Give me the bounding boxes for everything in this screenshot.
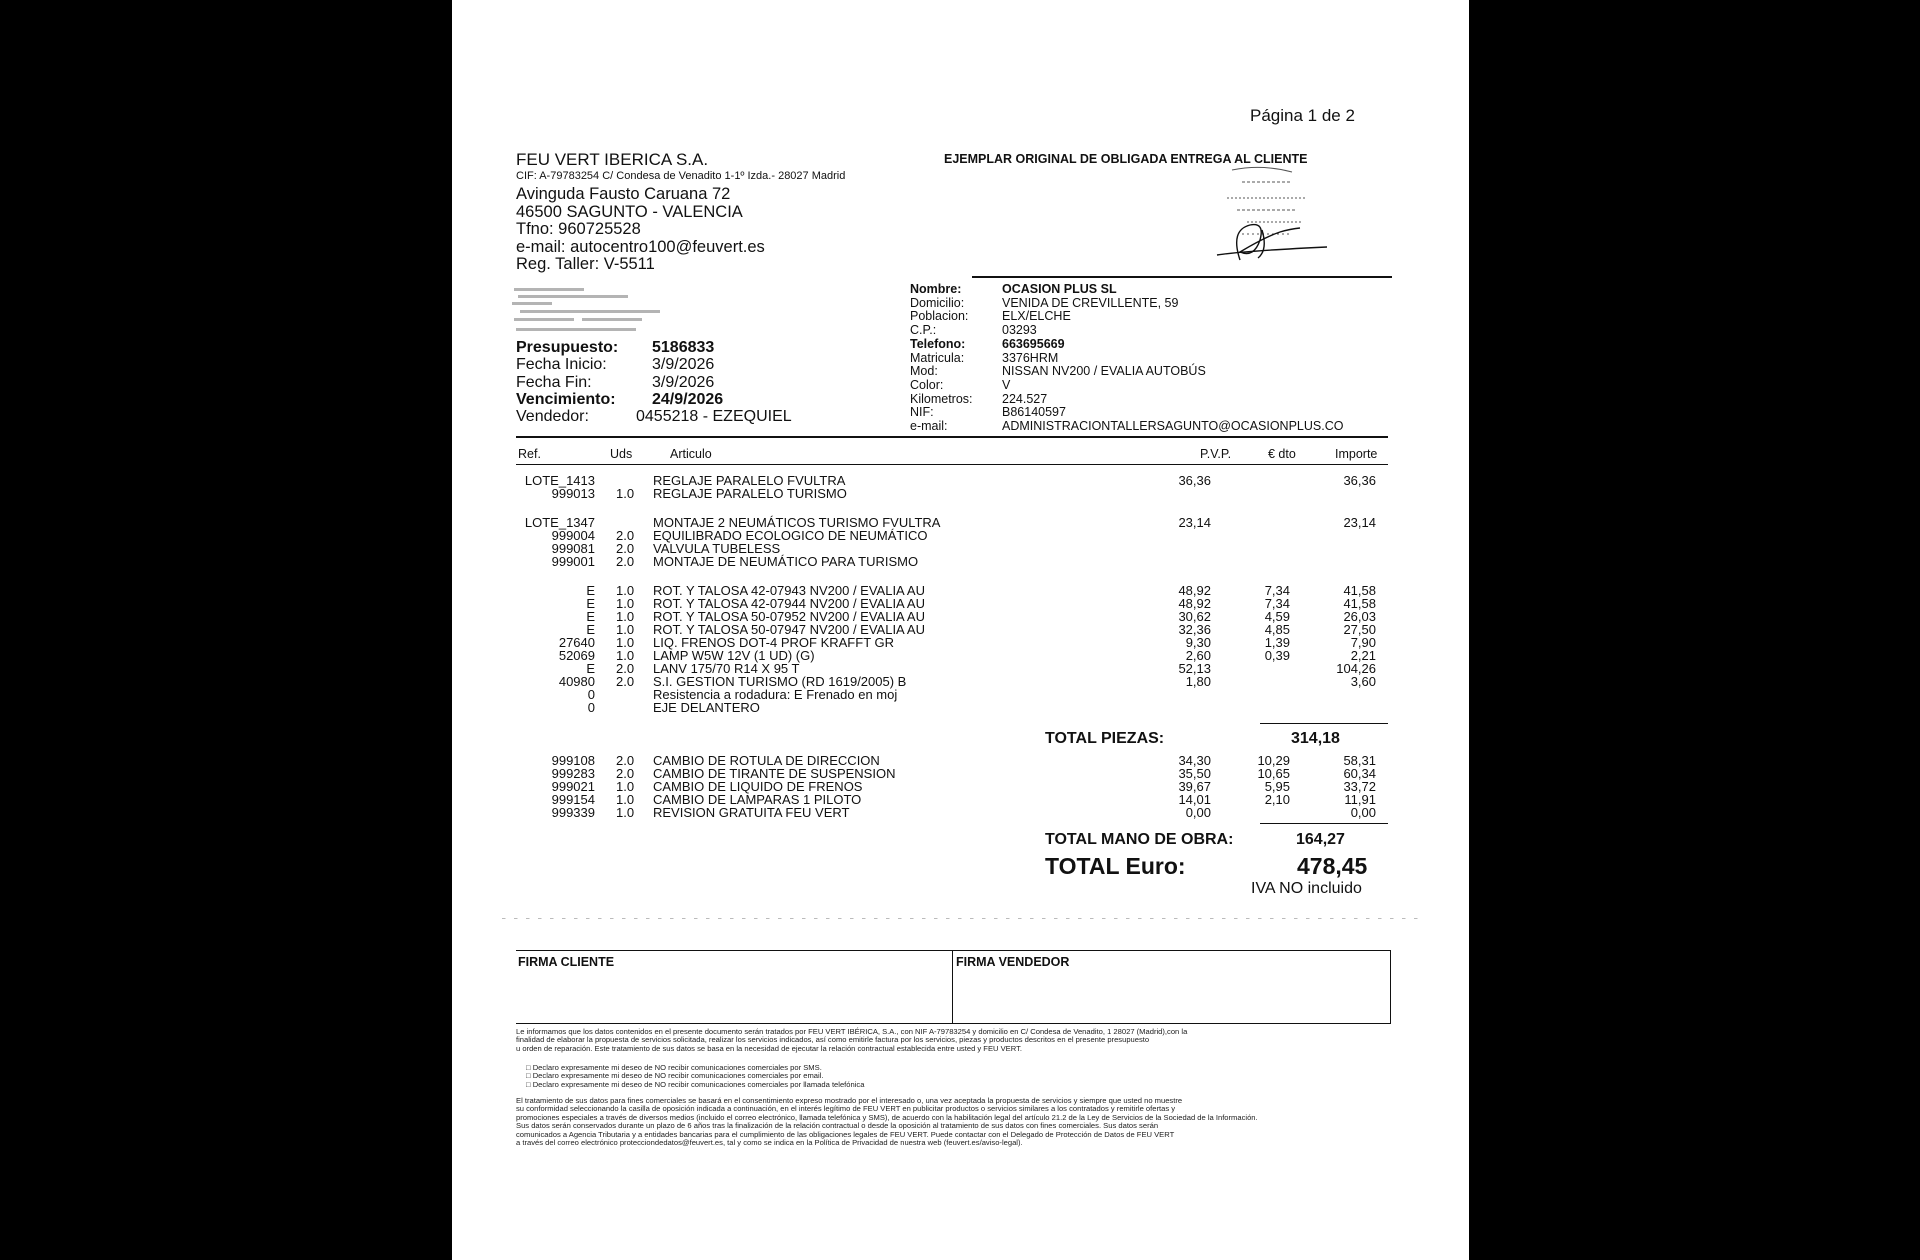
legal-checkbox-sms: □ Declaro expresamente mi deseo de NO recibir comunicaciones comerciales por SMS. [526,1063,822,1072]
cell-pvp: 48,92 [1178,583,1211,598]
labor-row [452,806,1469,819]
cell-uds: 1.0 [616,486,635,501]
value-presupuesto: 5186833 [652,339,715,356]
legal-line: u orden de reparación. Este tratamiento de sus datos se basa en la necesidad de ejecutar la relación contractual establecida entre usted y FEU VERT. [516,1043,1022,1053]
cell-dto: 4,59 [1264,609,1290,624]
cell-importe: 26,03 [1343,609,1376,624]
label-cp: C.P.: [910,323,937,338]
label-mod: Mod: [910,364,938,379]
label-vencimiento: Vencimiento: [516,390,616,408]
cell-uds: 1.0 [616,596,635,611]
part-row [452,649,1469,662]
cell-dto: 10,29 [1257,753,1290,768]
cell-pvp: 35,50 [1178,766,1211,781]
cell-articulo: EJE DELANTERO [653,700,760,715]
part-row [452,487,1469,500]
cell-ref: 999001 [551,554,595,569]
cell-uds: 1.0 [616,792,635,807]
cell-importe: 11,91 [1344,792,1376,807]
cell-uds: 2.0 [616,554,635,569]
cell-articulo: ROT. Y TALOSA 42-07943 NV200 / EVALIA AU [653,583,925,598]
part-row [452,516,1469,529]
value-mod: NISSAN NV200 / EVALIA AUTOBÚS [1002,364,1206,379]
ejemplar-notice: EJEMPLAR ORIGINAL DE OBLIGADA ENTREGA AL CLIENTE [944,152,1308,166]
cell-importe: 36,36 [1343,473,1376,488]
quote-labels [516,339,618,425]
address-line: Tfno: 960725528 [516,220,641,238]
cell-uds: 1.0 [616,609,635,624]
value-fecha-fin: 3/9/2026 [652,373,715,391]
legal-line: El tratamiento de sus datos para fines comerciales se basará en el consentimiento expreso mostrado por el interesado o, una vez aceptada la propuesta de servicios y siempre que usted no muestre [516,1096,1183,1105]
cell-articulo: MONTAJE DE NEUMÁTICO PARA TURISMO [653,554,919,569]
cell-pvp: 14,01 [1178,792,1211,807]
total-mano-value: 164,27 [1296,831,1345,848]
legal-line: Le informamos que los datos contenidos en el presente documento serán tratados por FEU VERT IBÉRICA, S.A., con NIF A-79783254 y domicilio en C/ Condesa de Venadito, 1 28027 (Madrid),con la [516,1027,1188,1036]
label-vendedor: Vendedor: [516,408,589,426]
cell-dto: 5,95 [1264,779,1290,794]
cell-uds: 1.0 [616,648,635,663]
part-row [452,623,1469,636]
th-pvp: P.V.P. [1200,447,1232,461]
cell-dto: 2,10 [1264,792,1290,807]
cell-ref: 999283 [551,766,595,781]
labor-row [452,754,1469,767]
legal-line: finalidad de elaborar la propuesta de servicios solicitada, realizar los servicios indicados, así como emitirle factura por los servicios, piezas y productos descritos en el presente presupuesto [516,1035,1150,1045]
cell-uds: 1.0 [616,583,635,598]
label-poblacion: Poblacion: [910,309,969,324]
part-row [452,662,1469,675]
redacted-area [512,286,662,338]
company-stamp [1212,160,1332,270]
cell-articulo: Resistencia a rodadura: E Frenado en moj [653,687,898,702]
cell-pvp: 34,30 [1178,753,1211,768]
header-divider [972,276,1392,278]
cell-ref: LOTE_1347 [524,515,595,530]
part-row [452,529,1469,542]
cell-importe: 58,31 [1343,753,1376,768]
cell-pvp: 1,80 [1185,674,1211,689]
th-uds: Uds [610,447,633,461]
legal-paragraph-2 [516,1097,1258,1147]
cell-ref: 52069 [558,648,595,663]
cell-uds: 2.0 [616,753,635,768]
cell-ref: 999081 [551,541,595,556]
part-row [452,542,1469,555]
firma-vendedor-label: FIRMA VENDEDOR [956,955,1070,969]
cell-importe: 33,72 [1343,779,1376,794]
cell-articulo: CAMBIO DE TIRANTE DE SUSPENSION [653,766,896,781]
cell-ref: E [586,596,595,611]
cell-importe: 41,58 [1343,596,1376,611]
cell-pvp: 52,13 [1178,661,1211,676]
cell-pvp: 30,62 [1178,609,1211,624]
address-line: 46500 SAGUNTO - VALENCIA [516,202,743,221]
total-euro-label: TOTAL Euro: [1045,853,1186,879]
label-telefono: Telefono: [910,336,966,351]
labor-row [452,780,1469,793]
address-line: Avinguda Fausto Caruana 72 [516,185,731,203]
cell-pvp: 23,14 [1178,515,1211,530]
cell-importe: 0,00 [1350,805,1376,820]
legal-checkboxes [526,1064,864,1089]
cell-dto: 10,65 [1257,766,1290,781]
label-email: e-mail: [910,419,948,434]
cell-articulo: VALVULA TUBELESS [653,541,781,556]
legal-paragraph-1 [516,1028,1187,1053]
cell-importe: 27,50 [1343,622,1376,637]
cell-dto: 7,34 [1264,583,1290,598]
cell-importe: 3,60 [1350,674,1376,689]
cell-ref: E [586,609,595,624]
cell-ref: 40980 [558,674,595,689]
page-number: Página 1 de 2 [1250,106,1355,125]
cell-articulo: LAMP W5W 12V (1 UD) (G) [653,648,815,663]
label-fecha-inicio: Fecha Inicio: [516,356,607,374]
cell-ref: E [586,622,595,637]
value-poblacion: ELX/ELCHE [1002,309,1071,324]
cell-pvp: 2,60 [1185,648,1211,663]
cell-pvp: 39,67 [1178,779,1211,794]
customer-values [1002,283,1343,434]
value-telefono: 663695669 [1002,336,1065,351]
total-euro-value: 478,45 [1297,853,1368,879]
cell-uds: 1.0 [616,805,635,820]
labor-row [452,767,1469,780]
cell-ref: 27640 [558,635,595,650]
cell-importe: 104,26 [1336,661,1376,676]
label-nombre: Nombre: [910,282,962,296]
cell-ref: E [586,583,595,598]
value-cp: 03293 [1002,323,1037,338]
th-articulo: Articulo [670,447,712,461]
part-row [452,688,1469,701]
cell-pvp: 36,36 [1178,473,1211,488]
cell-ref: 999013 [551,486,595,501]
part-row [452,584,1469,597]
part-row [452,610,1469,623]
cell-ref: 0 [587,700,595,715]
company-name: FEU VERT IBERICA S.A. [516,150,709,169]
cell-articulo: ROT. Y TALOSA 50-07947 NV200 / EVALIA AU [653,622,925,637]
part-row [452,675,1469,688]
cell-pvp: 0,00 [1185,805,1211,820]
cell-uds: 2.0 [616,766,635,781]
signature-box [516,950,1391,1024]
cell-dto: 1,39 [1264,635,1290,650]
cell-dto: 0,39 [1264,648,1290,663]
cell-articulo: LANV 175/70 R14 X 95 T [653,661,800,676]
legal-line: promociones especiales a través de diversos medios (incluido el correo electrónico, llamada telefónica y SMS), de acuerdo con la habilitación legal del artículo 21.2 de la Ley de Servicios de la Sociedad de la Información. [516,1112,1258,1122]
value-vendedor: 0455218 - EZEQUIEL [636,408,792,425]
cell-importe: 60,34 [1343,766,1376,781]
cell-ref: 999339 [551,805,595,820]
cell-dto: 4,85 [1264,622,1290,637]
dotted-separator [502,918,1422,920]
cell-pvp: 9,30 [1185,635,1211,650]
quote-values [652,339,723,408]
iva-note: IVA NO incluido [1251,880,1362,897]
cell-pvp: 48,92 [1178,596,1211,611]
label-kilometros: Kilometros: [910,391,973,406]
cell-uds: 1.0 [616,779,635,794]
value-vencimiento: 24/9/2026 [652,390,724,408]
address-line: e-mail: autocentro100@feuvert.es [516,237,765,256]
cell-articulo: MONTAJE 2 NEUMÁTICOS TURISMO FVULTRA [653,515,941,530]
value-kilometros: 224.527 [1002,391,1048,406]
table-top-divider [516,436,1388,438]
customer-labels [910,283,973,434]
cell-importe: 7,90 [1350,635,1376,650]
th-importe: Importe [1335,447,1378,461]
signature-divider [952,950,953,1024]
cell-ref: E [586,661,595,676]
cell-articulo: LIQ. FRENOS DOT-4 PROF KRAFFT GR [653,635,895,650]
cell-ref: 0 [587,687,595,702]
cell-uds: 2.0 [616,528,635,543]
th-dto: € dto [1268,447,1296,461]
value-color: V [1002,377,1011,392]
total-piezas-value: 314,18 [1291,730,1340,747]
part-row [452,701,1469,714]
part-row [452,555,1469,568]
mano-divider [1260,823,1388,824]
cell-ref: 999154 [551,792,595,807]
cell-uds: 1.0 [616,635,635,650]
document-page [452,0,1469,1260]
cell-importe: 2,21 [1350,648,1376,663]
value-nombre: OCASION PLUS SL [1002,282,1117,296]
cell-dto: 7,34 [1264,596,1290,611]
cell-pvp: 32,36 [1178,622,1211,637]
firma-cliente-label: FIRMA CLIENTE [518,955,615,969]
labor-row [452,793,1469,806]
value-fecha-inicio: 3/9/2026 [652,356,715,374]
value-email: ADMINISTRACIONTALLERSAGUNTO@OCASIONPLUS.CO [1002,419,1344,434]
address-line: Reg. Taller: V-5511 [516,255,655,273]
value-matricula: 3376HRM [1002,350,1059,365]
value-domicilio: VENIDA DE CREVILLENTE, 59 [1002,295,1179,310]
cell-importe: 23,14 [1343,515,1376,530]
piezas-divider [1260,723,1388,724]
cell-articulo: REGLAJE PARALELO FVULTRA [653,473,846,488]
cell-ref: 999004 [551,528,595,543]
cell-articulo: ROT. Y TALOSA 50-07952 NV200 / EVALIA AU [653,609,925,624]
value-nif: B86140597 [1002,405,1066,420]
cell-ref: 999108 [551,753,595,768]
part-row [452,597,1469,610]
table-header-divider [516,464,1388,465]
cell-ref: LOTE_1413 [524,473,595,488]
cell-articulo: CAMBIO DE LIQUIDO DE FRENOS [653,779,863,794]
cell-articulo: REVISION GRATUITA FEU VERT [653,805,850,820]
label-fecha-fin: Fecha Fin: [516,373,592,391]
label-nif: NIF: [910,405,934,420]
cell-articulo: CAMBIO DE LAMPARAS 1 PILOTO [653,792,862,807]
label-presupuesto: Presupuesto: [516,339,619,356]
legal-line: su conformidad seleccionando la casilla de oposición indicada a continuación, en el interés legítimo de FEU VERT en publicitar productos o servicios similares a los contratados y remitirle ofertas y [516,1104,1176,1114]
company-address [516,186,765,274]
part-row [452,636,1469,649]
total-piezas-label: TOTAL PIEZAS: [1045,730,1165,747]
cell-articulo: REGLAJE PARALELO TURISMO [653,486,847,501]
th-ref: Ref. [518,447,541,461]
label-color: Color: [910,377,944,392]
cell-uds: 2.0 [616,661,635,676]
cell-articulo: ROT. Y TALOSA 42-07944 NV200 / EVALIA AU [653,596,925,611]
cell-uds: 2.0 [616,674,635,689]
label-matricula: Matricula: [910,350,965,365]
cell-importe: 41,58 [1343,583,1376,598]
company-cif: CIF: A-79783254 C/ Condesa de Venadito 1-1º Izda.- 28027 Madrid [516,170,846,182]
legal-line: comunicados a Agencia Tributaria y a entidades bancarias para el cumplimiento de las obligaciones legales de FEU VERT. Puede contactar con el Delegado de Protección de Datos de FEU VERT [516,1129,1175,1139]
legal-checkbox-phone: □ Declaro expresamente mi deseo de NO recibir comunicaciones comerciales por llamada telefónica [526,1079,865,1089]
label-domicilio: Domicilio: [910,295,965,310]
legal-line: Sus datos serán conservados durante un plazo de 6 años tras la finalización de la relación contractual o desde la oposición al tratamiento de sus datos con fines comerciales. Sus datos serán [516,1121,1159,1131]
cell-articulo: S.I. GESTION TURISMO (RD 1619/2005) B [653,674,907,689]
legal-line: a través del correo electrónico protecciondedatos@feuvert.es, tal y como se indica en la Política de Privacidad de nuestra web (feuvert.es/aviso-legal). [516,1138,1023,1148]
cell-ref: 999021 [551,779,595,794]
cell-uds: 2.0 [616,541,635,556]
cell-uds: 1.0 [616,622,635,637]
cell-articulo: CAMBIO DE ROTULA DE DIRECCION [653,753,880,768]
cell-articulo: EQUILIBRADO ECOLOGICO DE NEUMÁTICO [653,528,928,543]
total-mano-label: TOTAL MANO DE OBRA: [1045,831,1234,848]
legal-checkbox-email: □ Declaro expresamente mi deseo de NO recibir comunicaciones comerciales por email. [526,1071,824,1081]
part-row [452,474,1469,487]
